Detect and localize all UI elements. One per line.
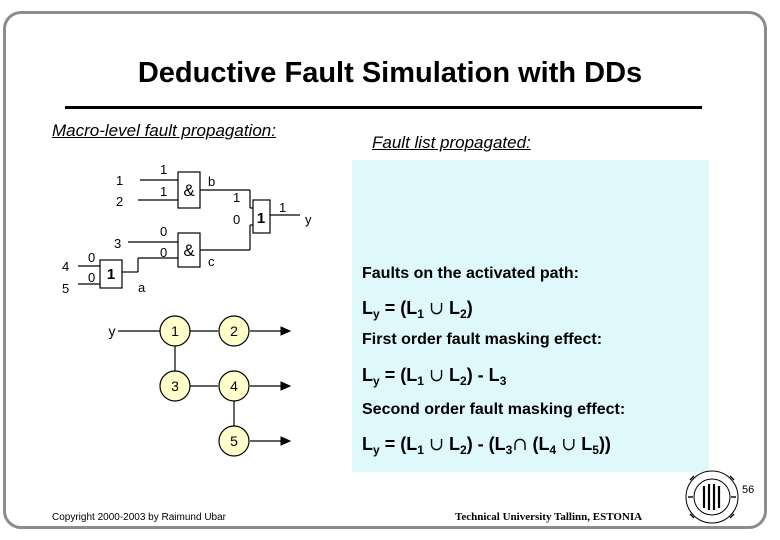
input-3-label: 3 bbox=[114, 236, 122, 251]
dd-node-1-label: 1 bbox=[171, 323, 179, 339]
dd-root-label: y bbox=[108, 323, 116, 339]
value-c-in: 0 bbox=[160, 245, 168, 260]
macro-level-label: Macro-level fault propagation: bbox=[52, 121, 276, 140]
fault-list-label: Fault list propagated: bbox=[372, 133, 531, 152]
input-2-label: 2 bbox=[116, 194, 124, 209]
dd-node-4-label: 4 bbox=[230, 378, 238, 394]
or-gate-y-symbol: 1 bbox=[256, 210, 266, 227]
first-order-formula: $L_y = (L_1$ ∪ $L_2) - L_3$ bbox=[362, 365, 507, 388]
copyright-text: Copyright 2000-2003 by Raimund Ubar bbox=[52, 512, 226, 523]
union-symbol: ∪ bbox=[428, 365, 444, 386]
input-1-label: 1 bbox=[116, 173, 124, 188]
second-order-text: Second order fault masking effect: bbox=[362, 401, 626, 418]
union-symbol: ∪ bbox=[561, 434, 577, 455]
union-symbol: ∪ bbox=[428, 298, 444, 319]
page-number: 56 bbox=[742, 484, 755, 496]
dd-node-2-label: 2 bbox=[230, 323, 238, 339]
label-c: c bbox=[208, 254, 215, 269]
and-gate-b-symbol: & bbox=[183, 181, 195, 200]
value-c: 0 bbox=[233, 212, 241, 227]
value-b: 1 bbox=[233, 190, 241, 205]
value-in5: 0 bbox=[88, 270, 96, 285]
input-5-label: 5 bbox=[62, 281, 70, 296]
first-order-text: First order fault masking effect: bbox=[362, 331, 603, 348]
label-b: b bbox=[208, 174, 216, 189]
label-a: a bbox=[138, 280, 146, 295]
university-name: Technical University Tallinn, ESTONIA bbox=[455, 511, 643, 523]
input-4-label: 4 bbox=[62, 259, 70, 274]
union-symbol: ∪ bbox=[428, 434, 444, 455]
university-seal-logo bbox=[686, 471, 738, 523]
label-y: y bbox=[305, 212, 312, 227]
value-in1: 1 bbox=[160, 162, 168, 177]
fanout-gate-a-symbol: 1 bbox=[106, 266, 116, 283]
dd-node-5-label: 5 bbox=[230, 433, 238, 449]
dd-node-3-label: 3 bbox=[171, 378, 179, 394]
value-in4: 0 bbox=[88, 250, 96, 265]
value-in3: 0 bbox=[160, 224, 168, 239]
and-gate-c-symbol: & bbox=[183, 241, 195, 260]
slide-title: Deductive Fault Simulation with DDs bbox=[137, 57, 643, 89]
activated-path-formula: $L_y = (L_1$ ∪ $L_2$) bbox=[362, 298, 473, 321]
intersection-symbol: ∩ bbox=[512, 434, 528, 455]
activated-path-text: Faults on the activated path: bbox=[362, 265, 579, 282]
value-b-in: 1 bbox=[160, 184, 168, 199]
value-y: 1 bbox=[279, 200, 287, 215]
second-order-formula: $L_y = (L_1$ ∪ $L_2$) - ($L_3\cap$ ($L_4$ ∪ $L_5$)) bbox=[362, 434, 611, 457]
